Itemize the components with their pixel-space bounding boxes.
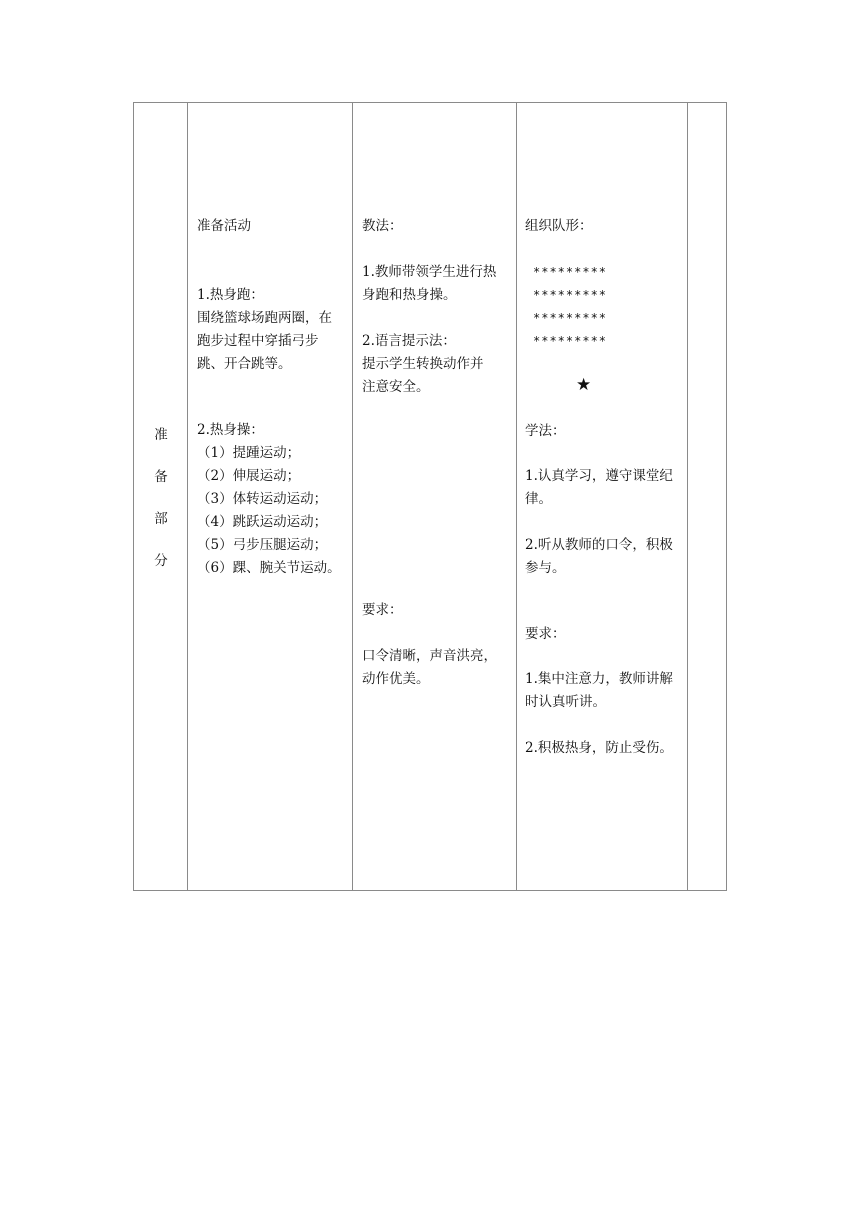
section-label-char: 准 bbox=[154, 427, 168, 443]
teaching-method-text: 提示学生转换动作并 bbox=[362, 356, 484, 372]
warmup-run-text: 跳、开合跳等。 bbox=[197, 356, 292, 372]
warmup-run-text: 围绕篮球场跑两圈，在 bbox=[197, 310, 332, 326]
warmup-run-title: 1.热身跑： bbox=[197, 287, 264, 303]
section-label-char: 备 bbox=[154, 469, 168, 485]
exercise-item: （3）体转运动运动； bbox=[197, 491, 328, 507]
section-label-cell bbox=[134, 103, 188, 890]
section-label-char: 分 bbox=[154, 553, 168, 569]
learning-method-title: 学法： bbox=[525, 423, 566, 439]
exercise-item: （4）跳跃运动运动； bbox=[197, 514, 328, 530]
learning-requirement-text: 1.集中注意力，教师讲解 bbox=[525, 671, 673, 687]
teaching-method-text: 注意安全。 bbox=[362, 379, 430, 395]
teaching-requirement-text: 口令清晰，声音洪亮， bbox=[362, 648, 497, 664]
warmup-exercise-title: 2.热身操： bbox=[197, 422, 264, 438]
exercise-item: （1）提踵运动； bbox=[197, 445, 301, 461]
exercise-item: （2）伸展运动； bbox=[197, 468, 301, 484]
learning-method-text: 2.听从教师的口令，积极 bbox=[525, 537, 673, 553]
content-title: 准备活动 bbox=[197, 218, 251, 234]
teaching-method-title: 2.语言提示法： bbox=[362, 333, 456, 349]
formation-row: ********* bbox=[533, 265, 608, 279]
learning-method-text: 1.认真学习，遵守课堂纪 bbox=[525, 468, 673, 484]
content-cell bbox=[188, 103, 353, 890]
section-label-char: 部 bbox=[154, 511, 168, 527]
teaching-title: 教法： bbox=[362, 218, 403, 234]
teaching-requirement-title: 要求： bbox=[362, 602, 403, 618]
formation-row: ********* bbox=[533, 288, 608, 302]
formation-diagram bbox=[533, 261, 607, 353]
teaching-requirement-text: 动作优美。 bbox=[362, 671, 430, 687]
formation-row: ********* bbox=[533, 334, 608, 348]
teaching-method-cell bbox=[353, 103, 517, 890]
lesson-plan-table bbox=[133, 102, 727, 891]
exercise-item: （6）踝、腕关节运动。 bbox=[197, 560, 341, 576]
learning-method-text: 参与。 bbox=[525, 560, 566, 576]
teaching-method-text: 身跑和热身操。 bbox=[362, 287, 457, 303]
learning-requirement-text: 时认真听讲。 bbox=[525, 694, 606, 710]
learning-method-cell bbox=[517, 103, 688, 890]
teaching-method-text: 1.教师带领学生进行热 bbox=[362, 264, 497, 280]
learning-requirement-title: 要求： bbox=[525, 626, 566, 642]
learning-method-text: 律。 bbox=[525, 491, 552, 507]
exercise-item: （5）弓步压腿运动； bbox=[197, 537, 328, 553]
notes-cell bbox=[688, 103, 726, 890]
learning-requirement-text: 2.积极热身，防止受伤。 bbox=[525, 740, 673, 756]
section-label bbox=[134, 428, 188, 596]
teacher-star-icon: ★ bbox=[576, 375, 592, 395]
warmup-run-text: 跑步过程中穿插弓步 bbox=[197, 333, 319, 349]
formation-row: ********* bbox=[533, 311, 608, 325]
formation-title: 组织队形： bbox=[525, 218, 593, 234]
